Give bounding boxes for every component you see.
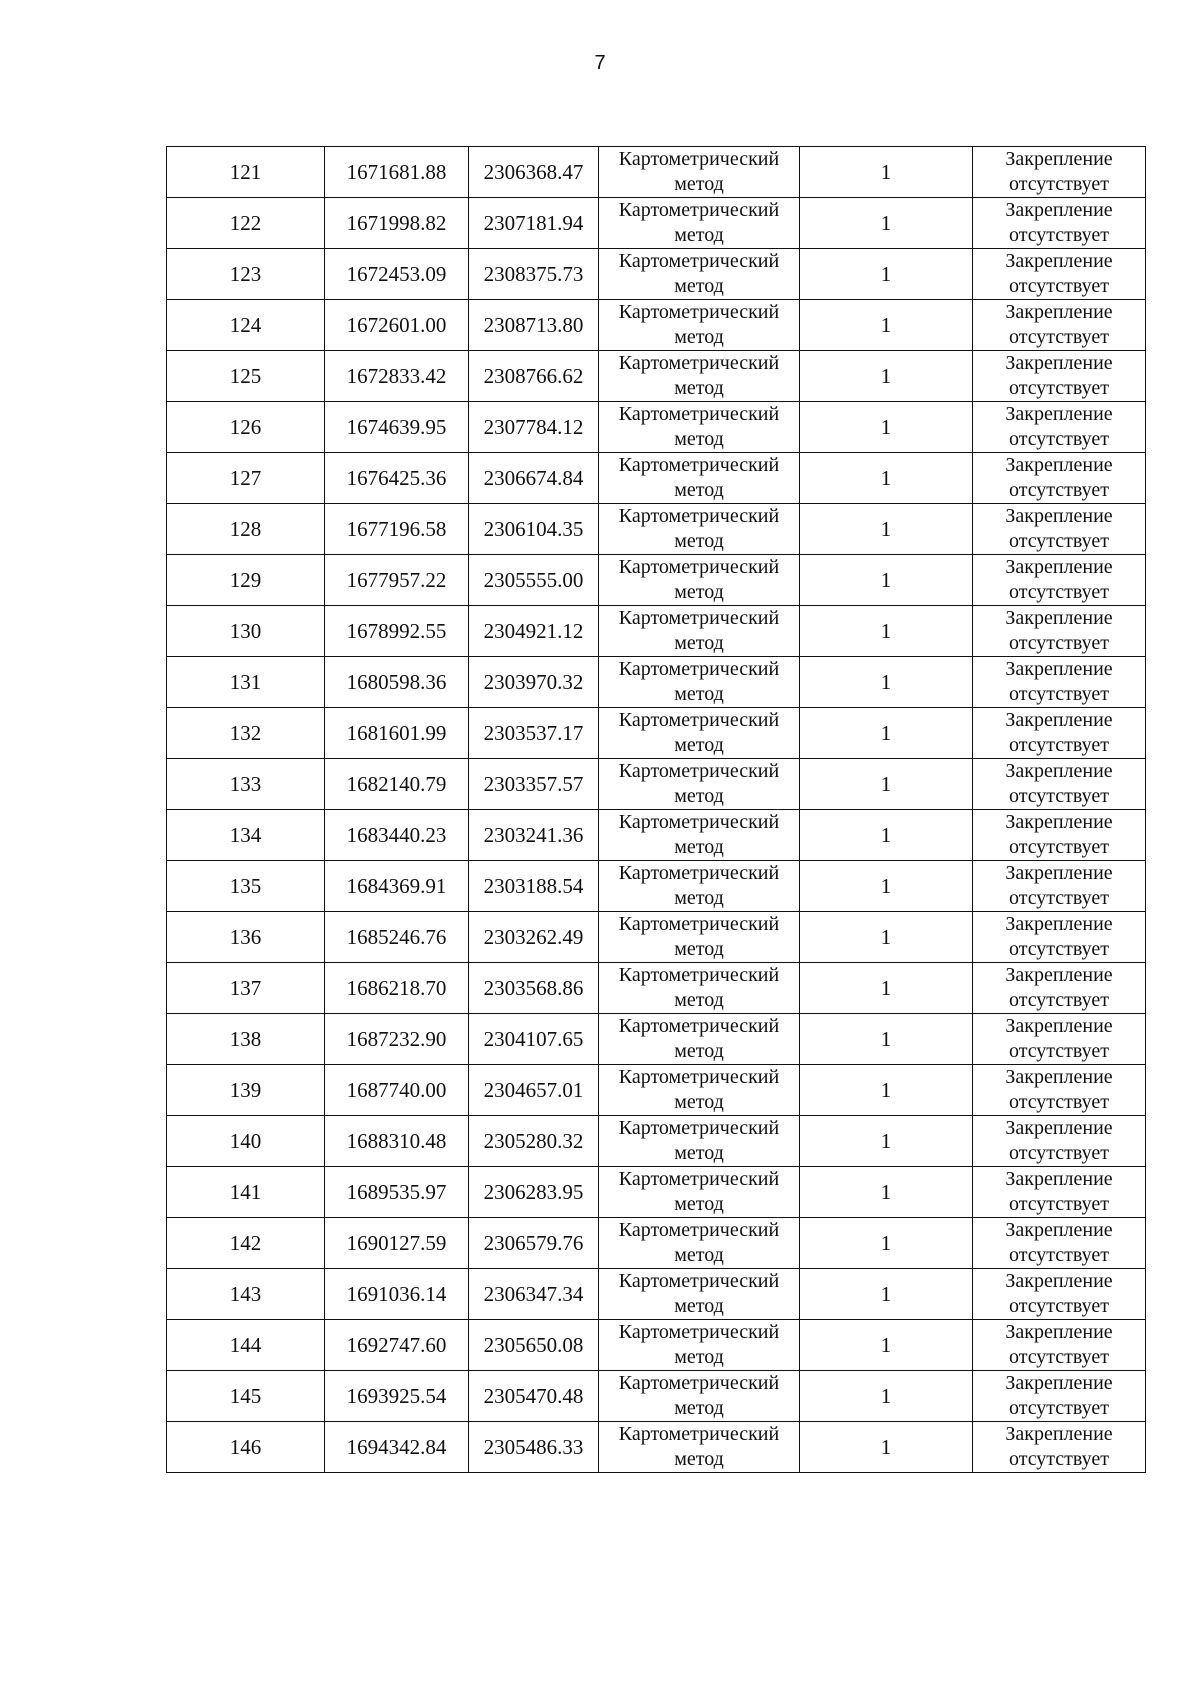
y-coordinate-cell: 2305470.48 [469, 1371, 599, 1422]
fixation-line-2: отсутствует [1008, 428, 1110, 450]
fixation-cell [973, 657, 1146, 708]
fixation-line-2: отсутствует [1008, 173, 1110, 195]
table-row [167, 1320, 1146, 1371]
fixation-line-1: Закрепление [1005, 250, 1113, 272]
method-line-1: Картометрический [618, 1219, 780, 1241]
fixation-cell [973, 453, 1146, 504]
precision-cell: 1 [800, 912, 973, 963]
method-line-2: метод [674, 1040, 724, 1062]
fixation-cell [973, 759, 1146, 810]
fixation-cell [973, 708, 1146, 759]
point-number-cell: 127 [167, 453, 325, 504]
fixation-line-1: Закрепление [1005, 709, 1113, 731]
method-cell [599, 1116, 800, 1167]
fixation-cell [973, 1065, 1146, 1116]
precision-cell: 1 [800, 249, 973, 300]
point-number-cell: 135 [167, 861, 325, 912]
method-cell [599, 963, 800, 1014]
fixation-line-2: отсутствует [1008, 581, 1110, 603]
method-line-1: Картометрический [618, 913, 780, 935]
precision-cell: 1 [800, 1116, 973, 1167]
method-line-2: метод [674, 530, 724, 552]
method-line-2: метод [674, 1397, 724, 1419]
precision-cell: 1 [800, 300, 973, 351]
table-row [167, 708, 1146, 759]
fixation-line-2: отсутствует [1008, 632, 1110, 654]
y-coordinate-cell: 2306104.35 [469, 504, 599, 555]
x-coordinate-cell: 1687232.90 [325, 1014, 469, 1065]
table-row [167, 453, 1146, 504]
page-number: 7 [594, 52, 606, 74]
method-line-1: Картометрический [618, 505, 780, 527]
fixation-cell [973, 504, 1146, 555]
method-line-1: Картометрический [618, 1168, 780, 1190]
table-row [167, 1422, 1146, 1473]
point-number-cell: 123 [167, 249, 325, 300]
point-number-cell: 134 [167, 810, 325, 861]
y-coordinate-cell: 2305486.33 [469, 1422, 599, 1473]
method-cell [599, 1218, 800, 1269]
precision-cell: 1 [800, 1422, 973, 1473]
x-coordinate-cell: 1684369.91 [325, 861, 469, 912]
point-number-cell: 129 [167, 555, 325, 606]
point-number-cell: 141 [167, 1167, 325, 1218]
method-cell [599, 198, 800, 249]
point-number-cell: 138 [167, 1014, 325, 1065]
precision-cell: 1 [800, 759, 973, 810]
y-coordinate-cell: 2304657.01 [469, 1065, 599, 1116]
method-line-1: Картометрический [618, 199, 780, 221]
method-line-1: Картометрический [618, 1423, 780, 1445]
x-coordinate-cell: 1672833.42 [325, 351, 469, 402]
fixation-line-1: Закрепление [1005, 607, 1113, 629]
y-coordinate-cell: 2303568.86 [469, 963, 599, 1014]
method-line-1: Картометрический [618, 1066, 780, 1088]
fixation-line-2: отсутствует [1008, 530, 1110, 552]
method-line-1: Картометрический [618, 148, 780, 170]
x-coordinate-cell: 1676425.36 [325, 453, 469, 504]
precision-cell: 1 [800, 606, 973, 657]
fixation-line-1: Закрепление [1005, 1321, 1113, 1343]
fixation-line-1: Закрепление [1005, 760, 1113, 782]
fixation-line-2: отсутствует [1008, 1295, 1110, 1317]
fixation-cell [973, 555, 1146, 606]
method-cell [599, 810, 800, 861]
table-row [167, 912, 1146, 963]
point-number-cell: 139 [167, 1065, 325, 1116]
method-line-2: метод [674, 377, 724, 399]
method-line-1: Картометрический [618, 454, 780, 476]
fixation-line-2: отсутствует [1008, 734, 1110, 756]
fixation-line-2: отсутствует [1008, 989, 1110, 1011]
method-cell [599, 759, 800, 810]
fixation-cell [973, 249, 1146, 300]
y-coordinate-cell: 2304107.65 [469, 1014, 599, 1065]
method-cell [599, 1014, 800, 1065]
method-line-1: Картометрический [618, 1015, 780, 1037]
method-line-2: метод [674, 1091, 724, 1113]
fixation-line-1: Закрепление [1005, 1423, 1113, 1445]
x-coordinate-cell: 1681601.99 [325, 708, 469, 759]
y-coordinate-cell: 2307181.94 [469, 198, 599, 249]
coordinates-table [166, 146, 1146, 1473]
fixation-cell [973, 1014, 1146, 1065]
method-line-1: Картометрический [618, 862, 780, 884]
precision-cell: 1 [800, 1371, 973, 1422]
precision-cell: 1 [800, 402, 973, 453]
fixation-line-2: отсутствует [1008, 1346, 1110, 1368]
fixation-line-2: отсутствует [1008, 377, 1110, 399]
table-row [167, 861, 1146, 912]
method-line-2: метод [674, 1244, 724, 1266]
method-line-2: метод [674, 1193, 724, 1215]
fixation-line-1: Закрепление [1005, 862, 1113, 884]
x-coordinate-cell: 1690127.59 [325, 1218, 469, 1269]
x-coordinate-cell: 1680598.36 [325, 657, 469, 708]
method-line-2: метод [674, 887, 724, 909]
fixation-line-1: Закрепление [1005, 1015, 1113, 1037]
fixation-cell [973, 1218, 1146, 1269]
method-line-2: метод [674, 683, 724, 705]
method-line-2: метод [674, 989, 724, 1011]
method-cell [599, 1422, 800, 1473]
x-coordinate-cell: 1689535.97 [325, 1167, 469, 1218]
x-coordinate-cell: 1678992.55 [325, 606, 469, 657]
fixation-line-1: Закрепление [1005, 301, 1113, 323]
precision-cell: 1 [800, 1269, 973, 1320]
y-coordinate-cell: 2306579.76 [469, 1218, 599, 1269]
point-number-cell: 128 [167, 504, 325, 555]
fixation-line-1: Закрепление [1005, 1372, 1113, 1394]
y-coordinate-cell: 2308375.73 [469, 249, 599, 300]
method-line-1: Картометрический [618, 1321, 780, 1343]
method-line-2: метод [674, 1448, 724, 1470]
method-cell [599, 1167, 800, 1218]
fixation-line-2: отсутствует [1008, 275, 1110, 297]
table-row [167, 249, 1146, 300]
method-cell [599, 708, 800, 759]
table-row [167, 1218, 1146, 1269]
fixation-line-2: отсутствует [1008, 479, 1110, 501]
point-number-cell: 124 [167, 300, 325, 351]
method-line-1: Картометрический [618, 1117, 780, 1139]
point-number-cell: 131 [167, 657, 325, 708]
y-coordinate-cell: 2303537.17 [469, 708, 599, 759]
method-line-1: Картометрический [618, 1372, 780, 1394]
table-row [167, 351, 1146, 402]
y-coordinate-cell: 2306674.84 [469, 453, 599, 504]
precision-cell: 1 [800, 1065, 973, 1116]
fixation-line-1: Закрепление [1005, 1168, 1113, 1190]
fixation-cell [973, 1167, 1146, 1218]
method-line-1: Картометрический [618, 607, 780, 629]
fixation-cell [973, 963, 1146, 1014]
point-number-cell: 146 [167, 1422, 325, 1473]
point-number-cell: 130 [167, 606, 325, 657]
fixation-line-1: Закрепление [1005, 1066, 1113, 1088]
table-row [167, 1167, 1146, 1218]
method-cell [599, 1320, 800, 1371]
table-row [167, 1065, 1146, 1116]
point-number-cell: 143 [167, 1269, 325, 1320]
method-line-2: метод [674, 1295, 724, 1317]
method-cell [599, 861, 800, 912]
fixation-line-2: отсутствует [1008, 1091, 1110, 1113]
method-line-2: метод [674, 734, 724, 756]
precision-cell: 1 [800, 963, 973, 1014]
x-coordinate-cell: 1692747.60 [325, 1320, 469, 1371]
fixation-cell [973, 1422, 1146, 1473]
fixation-line-2: отсутствует [1008, 836, 1110, 858]
precision-cell: 1 [800, 1320, 973, 1371]
method-line-1: Картометрический [618, 352, 780, 374]
y-coordinate-cell: 2308766.62 [469, 351, 599, 402]
method-cell [599, 1371, 800, 1422]
x-coordinate-cell: 1677196.58 [325, 504, 469, 555]
fixation-line-1: Закрепление [1005, 658, 1113, 680]
fixation-line-1: Закрепление [1005, 1270, 1113, 1292]
y-coordinate-cell: 2308713.80 [469, 300, 599, 351]
method-cell [599, 249, 800, 300]
method-cell [599, 555, 800, 606]
method-line-2: метод [674, 479, 724, 501]
method-line-2: метод [674, 428, 724, 450]
method-cell [599, 912, 800, 963]
table-row [167, 1116, 1146, 1167]
point-number-cell: 142 [167, 1218, 325, 1269]
fixation-line-2: отсутствует [1008, 1397, 1110, 1419]
table-row [167, 198, 1146, 249]
precision-cell: 1 [800, 810, 973, 861]
precision-cell: 1 [800, 1218, 973, 1269]
y-coordinate-cell: 2303970.32 [469, 657, 599, 708]
fixation-cell [973, 351, 1146, 402]
fixation-line-1: Закрепление [1005, 811, 1113, 833]
method-line-2: метод [674, 1142, 724, 1164]
point-number-cell: 122 [167, 198, 325, 249]
point-number-cell: 140 [167, 1116, 325, 1167]
method-line-2: метод [674, 938, 724, 960]
table-row [167, 657, 1146, 708]
fixation-line-2: отсутствует [1008, 224, 1110, 246]
method-cell [599, 402, 800, 453]
y-coordinate-cell: 2305280.32 [469, 1116, 599, 1167]
fixation-line-2: отсутствует [1008, 1193, 1110, 1215]
fixation-line-2: отсутствует [1008, 1142, 1110, 1164]
x-coordinate-cell: 1674639.95 [325, 402, 469, 453]
point-number-cell: 132 [167, 708, 325, 759]
fixation-line-2: отсутствует [1008, 683, 1110, 705]
point-number-cell: 144 [167, 1320, 325, 1371]
y-coordinate-cell: 2306283.95 [469, 1167, 599, 1218]
table-row [167, 1371, 1146, 1422]
fixation-line-1: Закрепление [1005, 148, 1113, 170]
x-coordinate-cell: 1683440.23 [325, 810, 469, 861]
method-line-1: Картометрический [618, 811, 780, 833]
table-row [167, 402, 1146, 453]
fixation-cell [973, 402, 1146, 453]
method-line-1: Картометрический [618, 658, 780, 680]
fixation-line-1: Закрепление [1005, 505, 1113, 527]
fixation-cell [973, 1371, 1146, 1422]
precision-cell: 1 [800, 657, 973, 708]
fixation-cell [973, 147, 1146, 198]
y-coordinate-cell: 2305650.08 [469, 1320, 599, 1371]
method-line-1: Картометрический [618, 403, 780, 425]
method-line-2: метод [674, 581, 724, 603]
precision-cell: 1 [800, 147, 973, 198]
precision-cell: 1 [800, 1014, 973, 1065]
fixation-cell [973, 912, 1146, 963]
point-number-cell: 137 [167, 963, 325, 1014]
point-number-cell: 133 [167, 759, 325, 810]
precision-cell: 1 [800, 861, 973, 912]
fixation-line-1: Закрепление [1005, 964, 1113, 986]
point-number-cell: 136 [167, 912, 325, 963]
precision-cell: 1 [800, 504, 973, 555]
x-coordinate-cell: 1694342.84 [325, 1422, 469, 1473]
y-coordinate-cell: 2306368.47 [469, 147, 599, 198]
method-cell [599, 351, 800, 402]
y-coordinate-cell: 2306347.34 [469, 1269, 599, 1320]
x-coordinate-cell: 1672601.00 [325, 300, 469, 351]
fixation-cell [973, 198, 1146, 249]
method-line-1: Картометрический [618, 250, 780, 272]
fixation-cell [973, 1320, 1146, 1371]
fixation-cell [973, 300, 1146, 351]
point-number-cell: 121 [167, 147, 325, 198]
method-cell [599, 606, 800, 657]
fixation-line-2: отсутствует [1008, 938, 1110, 960]
method-cell [599, 300, 800, 351]
method-line-2: метод [674, 275, 724, 297]
method-line-2: метод [674, 632, 724, 654]
x-coordinate-cell: 1688310.48 [325, 1116, 469, 1167]
fixation-line-2: отсутствует [1008, 326, 1110, 348]
fixation-line-2: отсутствует [1008, 1448, 1110, 1470]
method-line-1: Картометрический [618, 964, 780, 986]
method-cell [599, 147, 800, 198]
table-row [167, 555, 1146, 606]
table-row [167, 147, 1146, 198]
method-line-2: метод [674, 785, 724, 807]
y-coordinate-cell: 2305555.00 [469, 555, 599, 606]
x-coordinate-cell: 1677957.22 [325, 555, 469, 606]
table-row [167, 606, 1146, 657]
x-coordinate-cell: 1686218.70 [325, 963, 469, 1014]
fixation-cell [973, 606, 1146, 657]
point-number-cell: 125 [167, 351, 325, 402]
method-line-1: Картометрический [618, 760, 780, 782]
point-number-cell: 145 [167, 1371, 325, 1422]
method-line-2: метод [674, 326, 724, 348]
method-cell [599, 1065, 800, 1116]
method-cell [599, 453, 800, 504]
y-coordinate-cell: 2303357.57 [469, 759, 599, 810]
table-row [167, 1014, 1146, 1065]
method-line-1: Картометрический [618, 556, 780, 578]
method-line-1: Картометрический [618, 1270, 780, 1292]
x-coordinate-cell: 1671681.88 [325, 147, 469, 198]
precision-cell: 1 [800, 351, 973, 402]
method-line-2: метод [674, 224, 724, 246]
method-cell [599, 504, 800, 555]
precision-cell: 1 [800, 453, 973, 504]
method-cell [599, 657, 800, 708]
table-body [167, 147, 1146, 1473]
table-row [167, 810, 1146, 861]
fixation-line-2: отсутствует [1008, 785, 1110, 807]
fixation-line-1: Закрепление [1005, 913, 1113, 935]
precision-cell: 1 [800, 708, 973, 759]
x-coordinate-cell: 1672453.09 [325, 249, 469, 300]
fixation-cell [973, 1269, 1146, 1320]
fixation-line-2: отсутствует [1008, 887, 1110, 909]
y-coordinate-cell: 2303188.54 [469, 861, 599, 912]
precision-cell: 1 [800, 555, 973, 606]
fixation-line-1: Закрепление [1005, 556, 1113, 578]
method-line-1: Картометрический [618, 709, 780, 731]
x-coordinate-cell: 1687740.00 [325, 1065, 469, 1116]
fixation-line-1: Закрепление [1005, 403, 1113, 425]
fixation-line-1: Закрепление [1005, 1219, 1113, 1241]
x-coordinate-cell: 1693925.54 [325, 1371, 469, 1422]
precision-cell: 1 [800, 198, 973, 249]
x-coordinate-cell: 1682140.79 [325, 759, 469, 810]
table-row [167, 504, 1146, 555]
y-coordinate-cell: 2304921.12 [469, 606, 599, 657]
point-number-cell: 126 [167, 402, 325, 453]
fixation-cell [973, 810, 1146, 861]
x-coordinate-cell: 1685246.76 [325, 912, 469, 963]
method-cell [599, 1269, 800, 1320]
y-coordinate-cell: 2307784.12 [469, 402, 599, 453]
table-row [167, 1269, 1146, 1320]
method-line-2: метод [674, 836, 724, 858]
fixation-cell [973, 861, 1146, 912]
fixation-line-1: Закрепление [1005, 454, 1113, 476]
table-row [167, 963, 1146, 1014]
table-row [167, 300, 1146, 351]
fixation-line-2: отсутствует [1008, 1244, 1110, 1266]
x-coordinate-cell: 1691036.14 [325, 1269, 469, 1320]
y-coordinate-cell: 2303241.36 [469, 810, 599, 861]
fixation-line-2: отсутствует [1008, 1040, 1110, 1062]
method-line-2: метод [674, 1346, 724, 1368]
fixation-line-1: Закрепление [1005, 199, 1113, 221]
fixation-line-1: Закрепление [1005, 352, 1113, 374]
table-row [167, 759, 1146, 810]
precision-cell: 1 [800, 1167, 973, 1218]
y-coordinate-cell: 2303262.49 [469, 912, 599, 963]
x-coordinate-cell: 1671998.82 [325, 198, 469, 249]
method-line-1: Картометрический [618, 301, 780, 323]
fixation-cell [973, 1116, 1146, 1167]
method-line-2: метод [674, 173, 724, 195]
fixation-line-1: Закрепление [1005, 1117, 1113, 1139]
